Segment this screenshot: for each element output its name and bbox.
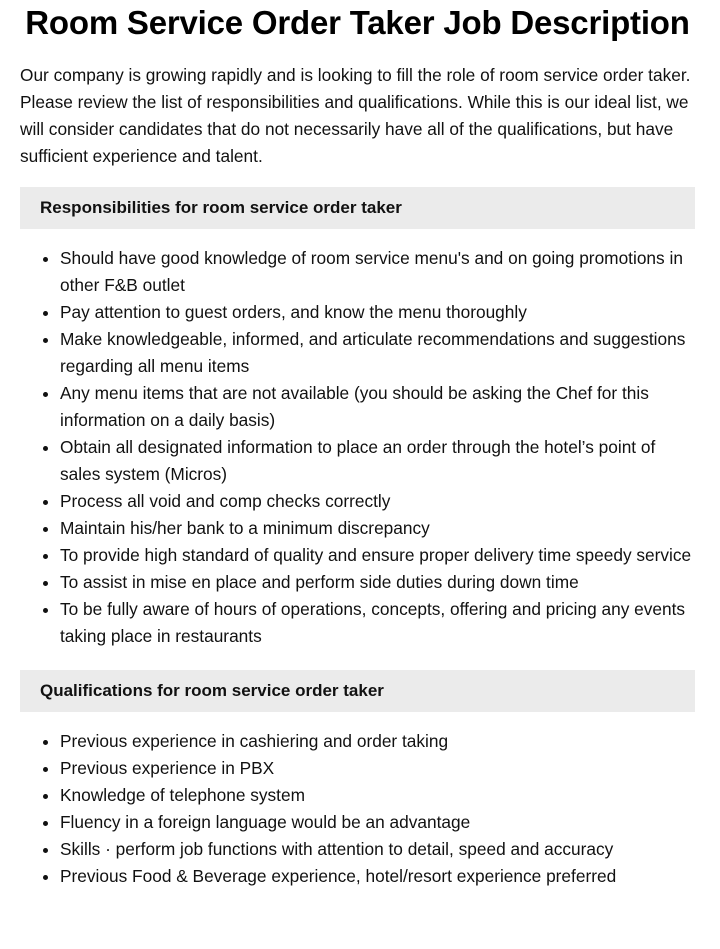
qualifications-heading: Qualifications for room service order taker bbox=[20, 670, 695, 712]
qualifications-list bbox=[20, 728, 695, 890]
list-item: Previous Food & Beverage experience, hotel/resort experience preferred bbox=[60, 863, 695, 890]
list-item: Should have good knowledge of room service menu's and on going promotions in other F&B outlet bbox=[60, 245, 695, 299]
list-item: Make knowledgeable, informed, and articulate recommendations and suggestions regarding all menu items bbox=[60, 326, 695, 380]
responsibilities-list bbox=[20, 245, 695, 650]
list-item: To be fully aware of hours of operations, concepts, offering and pricing any events taking place in restaurants bbox=[60, 596, 695, 650]
list-item: Obtain all designated information to place an order through the hotel’s point of sales system (Micros) bbox=[60, 434, 695, 488]
responsibilities-heading: Responsibilities for room service order taker bbox=[20, 187, 695, 229]
list-item: Any menu items that are not available (you should be asking the Chef for this information on a daily basis) bbox=[60, 380, 695, 434]
intro-paragraph: Our company is growing rapidly and is looking to fill the role of room service order taker. Please review the list of responsibilities and qualifications. While this is our ideal list, we will consider candidates that do not necessarily have all of the qualifications, but have sufficient experience and talent. bbox=[20, 65, 691, 166]
list-item: To assist in mise en place and perform side duties during down time bbox=[60, 569, 695, 596]
list-item: Previous experience in cashiering and order taking bbox=[60, 728, 695, 755]
list-item: Knowledge of telephone system bbox=[60, 782, 695, 809]
list-item: Process all void and comp checks correctly bbox=[60, 488, 695, 515]
list-item: Previous experience in PBX bbox=[60, 755, 695, 782]
list-item: To provide high standard of quality and ensure proper delivery time speedy service bbox=[60, 542, 695, 569]
list-item: Maintain his/her bank to a minimum discrepancy bbox=[60, 515, 695, 542]
list-item: Fluency in a foreign language would be an advantage bbox=[60, 809, 695, 836]
list-item: Skills · perform job functions with attention to detail, speed and accuracy bbox=[60, 836, 695, 863]
page-title: Room Service Order Taker Job Description bbox=[25, 4, 690, 41]
list-item: Pay attention to guest orders, and know the menu thoroughly bbox=[60, 299, 695, 326]
